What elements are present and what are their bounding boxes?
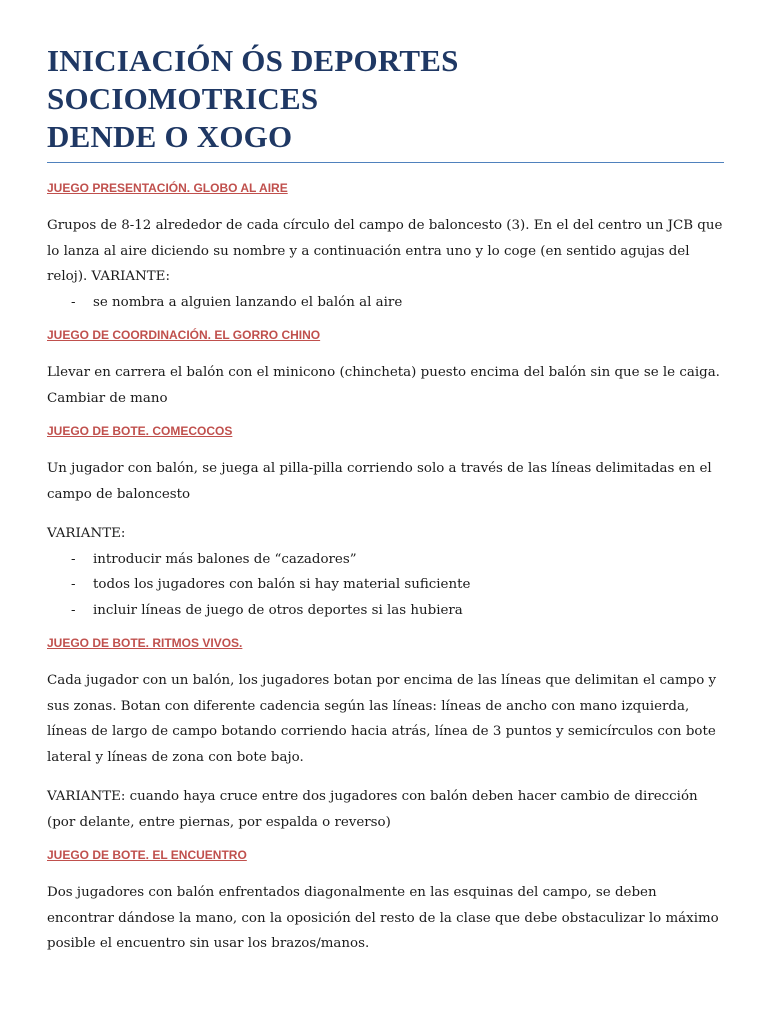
dash-marker: - bbox=[71, 602, 76, 618]
section-paragraph: Grupos de 8-12 alrededor de cada círculo del campo de baloncesto (3). En el del centro un JCB que lo lanza al aire diciendo su nombre y a continuación entra uno y lo coge (en sentido agujas del reloj). VARIANTE: bbox=[47, 218, 723, 284]
dash-marker: - bbox=[71, 551, 76, 567]
list-item-text: se nombra a alguien lanzando el balón al aire bbox=[93, 294, 403, 310]
bullet-list bbox=[47, 547, 724, 624]
document-title-line-2: DENDE O XOGO bbox=[47, 119, 293, 154]
document-page bbox=[47, 42, 724, 957]
dash-marker: - bbox=[71, 577, 76, 592]
list-item-text: introducir más balones de “cazadores” bbox=[93, 551, 357, 567]
list-item bbox=[47, 598, 724, 624]
document-title-line-1: INICIACIÓN ÓS DEPORTES SOCIOMOTRICES bbox=[47, 43, 459, 116]
section-heading-gorro-chino: JUEGO DE COORDINACIÓN. EL GORRO CHINO bbox=[47, 328, 321, 342]
title-underline-rule bbox=[47, 162, 724, 163]
list-item-text: todos los jugadores con balón si hay material suficiente bbox=[93, 577, 471, 592]
list-item-text: incluir líneas de juego de otros deportes si las hubiera bbox=[93, 602, 463, 618]
section-heading-comecocos: JUEGO DE BOTE. COMECOCOS bbox=[47, 424, 233, 438]
section-paragraph: Dos jugadores con balón enfrentados diagonalmente en las esquinas del campo, se deben encontrar dándose la mano, con la oposición del resto de la clase que debe obstaculizar lo máximo posible el encuentro sin usar los brazos/manos. bbox=[47, 885, 719, 951]
section-heading-ritmos-vivos: JUEGO DE BOTE. RITMOS VIVOS. bbox=[47, 636, 243, 650]
list-item bbox=[47, 290, 724, 316]
list-item bbox=[47, 547, 724, 573]
section-heading-globo: JUEGO PRESENTACIÓN. GLOBO AL AIRE bbox=[47, 181, 288, 195]
section-paragraph: Un jugador con balón, se juega al pilla-pilla corriendo solo a través de las líneas delimitadas en el campo de baloncesto bbox=[47, 461, 712, 502]
bullet-list bbox=[47, 290, 724, 316]
document-title bbox=[47, 42, 724, 156]
section-paragraph: Cada jugador con un balón, los jugadores botan por encima de las líneas que delimitan el campo y sus zonas. Botan con diferente cadencia según las líneas: líneas de ancho con mano izquierda, líneas de largo de campo botando corriendo hacia atrás, línea de 3 puntos y semicírculos con bote lateral y líneas de zona con bote bajo. bbox=[47, 673, 717, 765]
section-paragraph: Llevar en carrera el balón con el minicono (chincheta) puesto encima del balón sin que se le caiga. Cambiar de mano bbox=[47, 365, 720, 406]
section-paragraph-variante: VARIANTE: cuando haya cruce entre dos jugadores con balón deben hacer cambio de dirección (por delante, entre piernas, por espalda o reverso) bbox=[47, 789, 698, 830]
section-heading-el-encuentro: JUEGO DE BOTE. EL ENCUENTRO bbox=[47, 848, 247, 862]
section-paragraph-variante: VARIANTE: bbox=[47, 526, 126, 541]
list-item bbox=[47, 572, 724, 598]
dash-marker: - bbox=[71, 294, 76, 310]
